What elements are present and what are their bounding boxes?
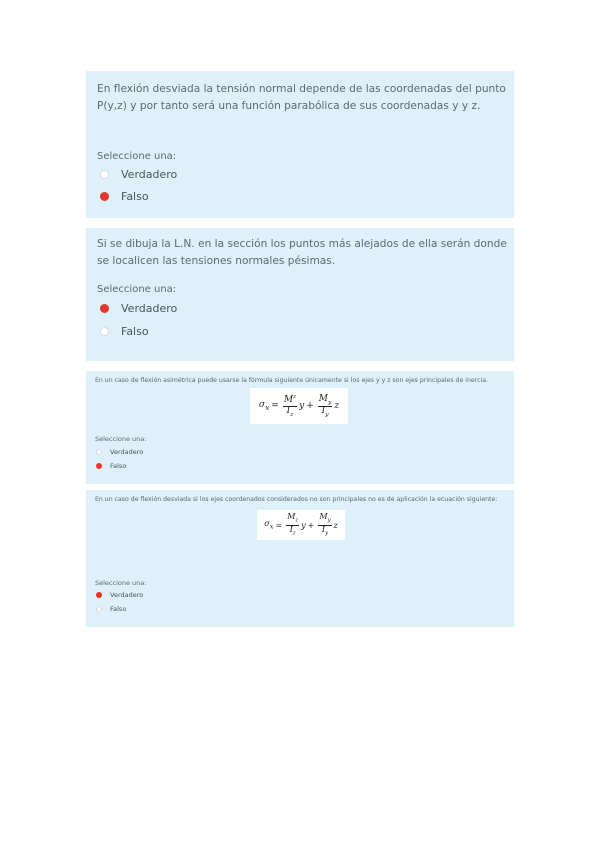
option-label: Falso xyxy=(121,190,149,203)
option-label: Verdadero xyxy=(110,448,144,456)
formula-image xyxy=(250,388,348,424)
option-falso[interactable] xyxy=(100,190,149,203)
formula-var-2: z xyxy=(334,401,340,411)
formula-term-2: $\frac{M_y}{I_y}$ xyxy=(318,393,332,418)
option-label: Falso xyxy=(121,325,149,338)
formula-image xyxy=(257,510,345,540)
option-falso[interactable] xyxy=(100,325,149,338)
option-label: Falso xyxy=(110,605,127,613)
formula-plus: + xyxy=(306,401,314,411)
question-card-3 xyxy=(86,371,514,484)
option-falso[interactable] xyxy=(96,605,126,613)
option-verdadero[interactable] xyxy=(96,448,143,456)
formula-equals: = xyxy=(271,401,279,411)
question-card-2 xyxy=(86,228,514,361)
radio-unselected-icon[interactable] xyxy=(96,606,102,612)
option-falso[interactable] xyxy=(96,462,126,470)
select-prompt: Seleccione una: xyxy=(97,284,177,295)
formula-var-1: y xyxy=(301,520,306,530)
radio-unselected-icon[interactable] xyxy=(100,170,109,179)
formula-term-1: $\frac{M_z}{I_z}$ xyxy=(287,512,299,537)
option-label: Verdadero xyxy=(121,302,178,315)
formula-lhs: $\sigma_x$ xyxy=(258,400,270,412)
select-prompt: Seleccione una: xyxy=(97,151,177,162)
radio-selected-icon[interactable] xyxy=(96,463,102,469)
question-text: En flexión desviada la tensión normal depende de las coordenadas del punto P(y,z) y por tanto será una función parabólica de sus coordenadas y y z. xyxy=(97,83,506,112)
option-verdadero[interactable] xyxy=(100,302,177,315)
formula-var-2: z xyxy=(333,520,338,530)
question-card-1 xyxy=(86,71,514,218)
option-label: Verdadero xyxy=(121,168,178,181)
select-prompt: Seleccione una: xyxy=(95,435,147,443)
question-text: En un caso de flexión asimétrica puede usarse la fórmula siguiente únicamente si los ejes y y z son ejes principales de inercia. xyxy=(95,377,488,384)
select-prompt: Seleccione una: xyxy=(95,579,147,587)
formula-term-1: $\frac{M^z}{I_z}$ xyxy=(283,394,297,418)
radio-selected-icon[interactable] xyxy=(96,592,102,598)
radio-unselected-icon[interactable] xyxy=(100,327,109,336)
question-text: En un caso de flexión desviada si los ejes coordenados considerados no son principales no es de aplicación la ecuación siguiente: xyxy=(95,496,498,503)
option-verdadero[interactable] xyxy=(100,168,177,181)
formula-var-1: y xyxy=(299,401,305,411)
formula-lhs: $\sigma_x$ xyxy=(264,519,274,531)
option-label: Falso xyxy=(110,462,127,470)
question-card-4 xyxy=(86,490,514,627)
radio-unselected-icon[interactable] xyxy=(96,449,102,455)
question-text: Si se dibuja la L.N. en la sección los puntos más alejados de ella serán donde se localicen las tensiones normales pésimas. xyxy=(97,238,507,267)
option-label: Verdadero xyxy=(110,591,144,599)
radio-selected-icon[interactable] xyxy=(100,192,109,201)
formula-term-2: $\frac{M_y}{I_y}$ xyxy=(319,512,331,537)
formula-plus: + xyxy=(307,520,315,530)
option-verdadero[interactable] xyxy=(96,591,143,599)
radio-selected-icon[interactable] xyxy=(100,304,109,313)
formula-equals: = xyxy=(275,520,283,530)
